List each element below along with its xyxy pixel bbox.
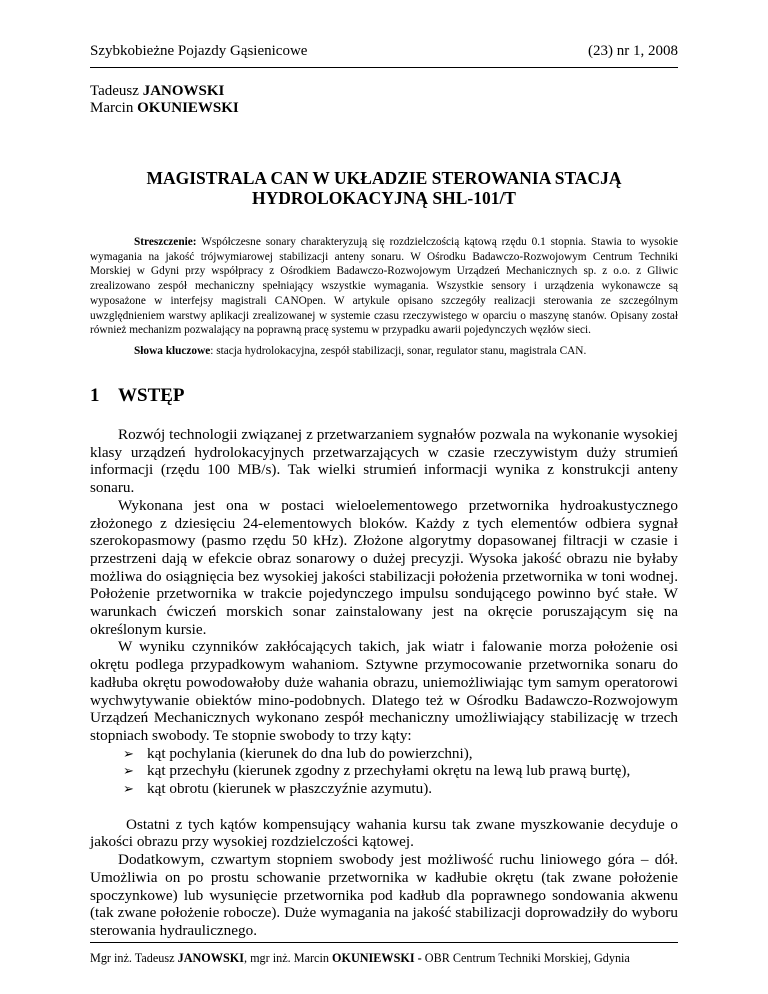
abstract	[90, 235, 678, 338]
author-affiliation-footnote: Mgr inż. Tadeusz JANOWSKI, mgr inż. Marcin OKUNIEWSKI - OBR Centrum Techniki Morskiej, Gdynia	[90, 951, 630, 965]
title-line-2: HYDROLOKACYJNĄ SHL-101/T	[252, 188, 516, 208]
keywords	[134, 345, 678, 357]
title-line-1: MAGISTRALA CAN W UKŁADZIE STEROWANIA STACJĄ	[146, 168, 622, 188]
paragraph-4: Ostatni z tych kątów kompensujący wahania kursu tak zwane myszkowanie decyduje o jakości obrazu przy wysokiej rozdzielczości kątowej.	[90, 815, 678, 851]
arrow-bullet-icon: ➢	[123, 763, 134, 779]
paragraph-5: Dodatkowym, czwartym stopniem swobody jest możliwość ruchu liniowego góra – dół. Umożliwia on po prostu schowanie przetwornika w kadłubie okrętu (tak zwane położenie spoczynkowe) lub wysunięcie przetwornika pod kadłub dla poprawnego sondowania akwenu (tak zwane położenie robocze). Duże wymagania na jakość stabilizacji doprowadziły do wyboru sterowania hydraulicznego.	[90, 851, 678, 939]
author-1: Tadeusz JANOWSKI	[90, 83, 225, 99]
paragraph-2: Wykonana jest ona w postaci wieloelementowego przetwornika hydroakustycznego złożonego z dziesięciu 24-elementowych bloków. Każdy z tych elementów odbiera sygnał szerokopasmowy (pasmo rzędu 50 kHz). Złożone algorytmy dopasowanej filtracji w czasie i przestrzeni dają w efekcie obraz sonarowy o dużej precyzji. Wysoka jakość obrazu nie byłaby możliwa do osiągnięcia bez wysokiej jakości stabilizacji położenia przetwornika w toni wodnej. Położenie przetwornika w trakcie pojedynczego impulsu sondującego powinno być stałe. W warunkach ćwiczeń morskich sonar zainstalowany jest na okręcie poruszającym się na określonym kursie.	[90, 496, 678, 638]
running-header	[90, 43, 678, 61]
angles-list	[90, 745, 678, 798]
section-number: 1	[90, 385, 100, 406]
author-1-surname: JANOWSKI	[142, 83, 225, 99]
author-2-surname: OKUNIEWSKI	[137, 100, 239, 116]
author-2: Marcin OKUNIEWSKI	[90, 100, 239, 116]
keywords-label: Słowa kluczowe	[134, 345, 211, 357]
abstract-text: Współczesne sonary charakteryzują się rozdzielczością kątową rzędu 0.1 stopnia. Stawia to wysokie wymagania na jakość trójwymiarowej stabilizacji anteny sonaru. W Ośrodku Badawczo-Rozwojowym Centrum Techniki Morskiej w Gdyni przy współpracy z Ośrodkiem Badawczo-Rozwojowym Urządzeń Mechanicznych sp. z o.o. z Gliwic zrealizowano zespół mechaniczny spełniający wszystkie wymagania. Wszystkie sensory i urządzenia wykonawcze są wyposażone w interfejsy magistrali CANOpen. W artykule opisano szczegóły realizacji sterowania ze szczególnym uwzględnieniem warstwy aplikacji zrealizowanej w systemie czasu rzeczywistego w oparciu o maszynę stanów. Opisany został również mechanizm pozwalający na poprawną pracę systemu w przypadku awarii pojedynczych węzłów sieci.	[90, 236, 678, 337]
section-title: WSTĘP	[118, 385, 185, 406]
abstract-label: Streszczenie:	[134, 236, 197, 248]
paragraph-3: W wyniku czynników zakłócających takich, jak wiatr i falowanie morza położenie osi okrętu podlega przypadkowym wahaniom. Sztywne przymocowanie przetwornika sonaru do kadłuba okrętu powodowałoby duże wahania obrazu, uniemożliwiając tym samym operatorowi wychwytywanie obiektów mino-podobnych. Dlatego też w Ośrodku Badawczo-Rozwojowym Urządzeń Mechanicznych wykonano zespół mechaniczny umożliwiający stabilizację w trzech stopniach swobody. Te stopnie swobody to trzy kąty:	[90, 638, 678, 744]
body-text	[90, 426, 678, 940]
section-heading	[90, 385, 185, 407]
arrow-bullet-icon: ➢	[123, 745, 134, 761]
paragraph-1: Rozwój technologii związanej z przetwarzaniem sygnałów pozwala na wykonanie wysokiej klasy urządzeń hydrolokacyjnych przetwarzających w czasie rzeczywistym duży strumień informacji (rzędu 100 MB/s). Tak wielki strumień informacji wynika z konstrukcji anteny sonaru.	[90, 426, 678, 497]
issue-number: (23) nr 1, 2008	[588, 43, 678, 59]
list-item: ➢ kąt pochylania (kierunek do dna lub do powierzchni),	[123, 744, 473, 762]
journal-name: Szybkobieżne Pojazdy Gąsienicowe	[90, 43, 308, 59]
paper-title	[90, 168, 678, 208]
list-item: ➢ kąt przechyłu (kierunek zgodny z przechyłami okrętu na lewą lub prawą burtę),	[123, 762, 631, 780]
keywords-text: : stacja hydrolokacyjna, zespół stabilizacji, sonar, regulator stanu, magistrala CAN.	[210, 345, 587, 357]
footer-rule	[90, 942, 678, 943]
list-item: ➢ kąt obrotu (kierunek w płaszczyźnie azymutu).	[123, 780, 433, 798]
authors-block	[90, 83, 239, 117]
header-rule	[90, 67, 678, 68]
arrow-bullet-icon: ➢	[123, 781, 134, 797]
